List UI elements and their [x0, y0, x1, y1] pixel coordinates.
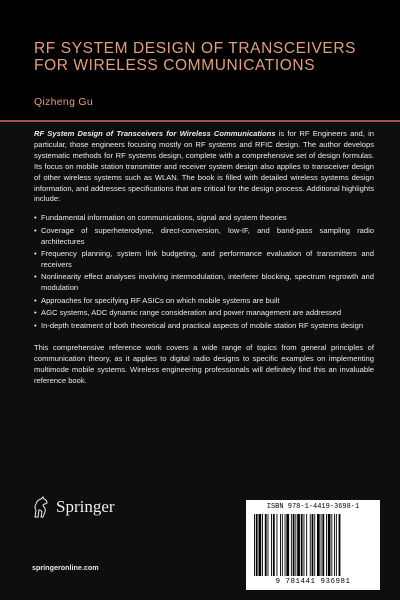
- highlight-item: • Frequency planning, system link budgeting, and performance evaluation of transmitters and receivers: [34, 249, 374, 271]
- barcode-bar: [331, 514, 332, 576]
- barcode-bar: [297, 514, 300, 576]
- barcode-bar: [312, 514, 314, 576]
- highlights-list: [34, 213, 374, 331]
- barcode-bar: [322, 514, 324, 576]
- barcode-bar: [295, 514, 296, 576]
- barcode-bar: [280, 514, 281, 576]
- barcode-bar: [282, 514, 283, 576]
- barcode-bar: [321, 514, 322, 576]
- barcode-bars: [254, 514, 372, 576]
- barcode-bar: [273, 514, 275, 576]
- barcode-bar: [304, 514, 305, 576]
- book-author: Qizheng Gu: [34, 96, 94, 108]
- header-divider: [0, 120, 400, 122]
- barcode-bar: [328, 514, 331, 576]
- barcode-bar: [286, 514, 289, 576]
- barcode-bar: [339, 514, 341, 576]
- barcode-bar: [265, 514, 267, 576]
- barcode-bar: [256, 514, 258, 576]
- barcode-bar: [306, 514, 307, 576]
- highlight-item: • Approaches for specifying RF ASICs on which mobile systems are built: [34, 296, 374, 307]
- publisher-logo: [32, 496, 115, 518]
- barcode-bar: [293, 514, 295, 576]
- springer-horse-icon: [32, 496, 50, 518]
- barcode-bar: [310, 514, 311, 576]
- description-lead: [34, 129, 374, 205]
- publisher-name: Springer: [56, 497, 115, 516]
- barcode-bar: [326, 514, 327, 576]
- book-title: RF SYSTEM DESIGN OF TRANSCEIVERS FOR WIRELESS COMMUNICATIONS: [34, 40, 357, 74]
- barcode-bar: [271, 514, 272, 576]
- back-cover-description: [34, 129, 374, 387]
- barcode-bar: [259, 514, 262, 576]
- isbn-label: ISBN 978-1-4419-3698-1: [266, 503, 360, 511]
- barcode-digits: 9 781441 936981: [275, 578, 351, 586]
- barcode-bar: [317, 514, 320, 576]
- barcode-bar: [262, 514, 263, 576]
- barcode-bar: [291, 514, 292, 576]
- barcode-bar: [254, 514, 255, 576]
- barcode-bar: [336, 514, 337, 576]
- cover-header: [0, 0, 400, 120]
- barcode-bar: [334, 514, 335, 576]
- highlight-item: • Nonlinearity effect analyses involving intermodulation, interferer blocking, spectrum regrowth and modulation: [34, 272, 374, 294]
- highlight-item: • Coverage of superheterodyne, direct-conversion, low-IF, and band-pass sampling radio architectures: [34, 226, 374, 248]
- isbn-barcode: [246, 500, 380, 590]
- barcode-bar: [314, 514, 315, 576]
- publisher-website[interactable]: springeronline.com: [32, 563, 99, 572]
- barcode-bar: [268, 514, 269, 576]
- description-closing: This comprehensive reference work covers a wide range of topics from general principles of communication theory, as it applies to digital radio designs to specific examples on implementing multimode mobile systems. Wireless engineering professionals will definitely find this an invaluable reference book.: [34, 343, 374, 386]
- highlight-item: • Fundamental information on communications, signal and system theories: [34, 213, 374, 224]
- barcode-bar: [285, 514, 286, 576]
- highlight-item: • In-depth treatment of both theoretical and practical aspects of mobile station RF systems design: [34, 321, 374, 332]
- description-lead-title: RF System Design of Transceivers for Wireless Communications: [34, 129, 276, 138]
- highlight-item: • AGC systems, ADC dynamic range consideration and power management are addressed: [34, 308, 374, 319]
- description-lead-text: is for RF Engineers and, in particular, those engineers focusing mostly on RF systems and RFIC design. The author develops systematic methods for RF systems design, complete with a comprehensive set of design formulas. Its focus on mobile station transmitter and receiver system design also applies to transceiver design of other wireless systems such as WLAN. The book is filled with detailed wireless systems design information, and addresses specifications that are critical for the design process. Additional highlights include:: [34, 129, 374, 204]
- barcode-bar: [277, 514, 278, 576]
- barcode-bar: [301, 514, 303, 576]
